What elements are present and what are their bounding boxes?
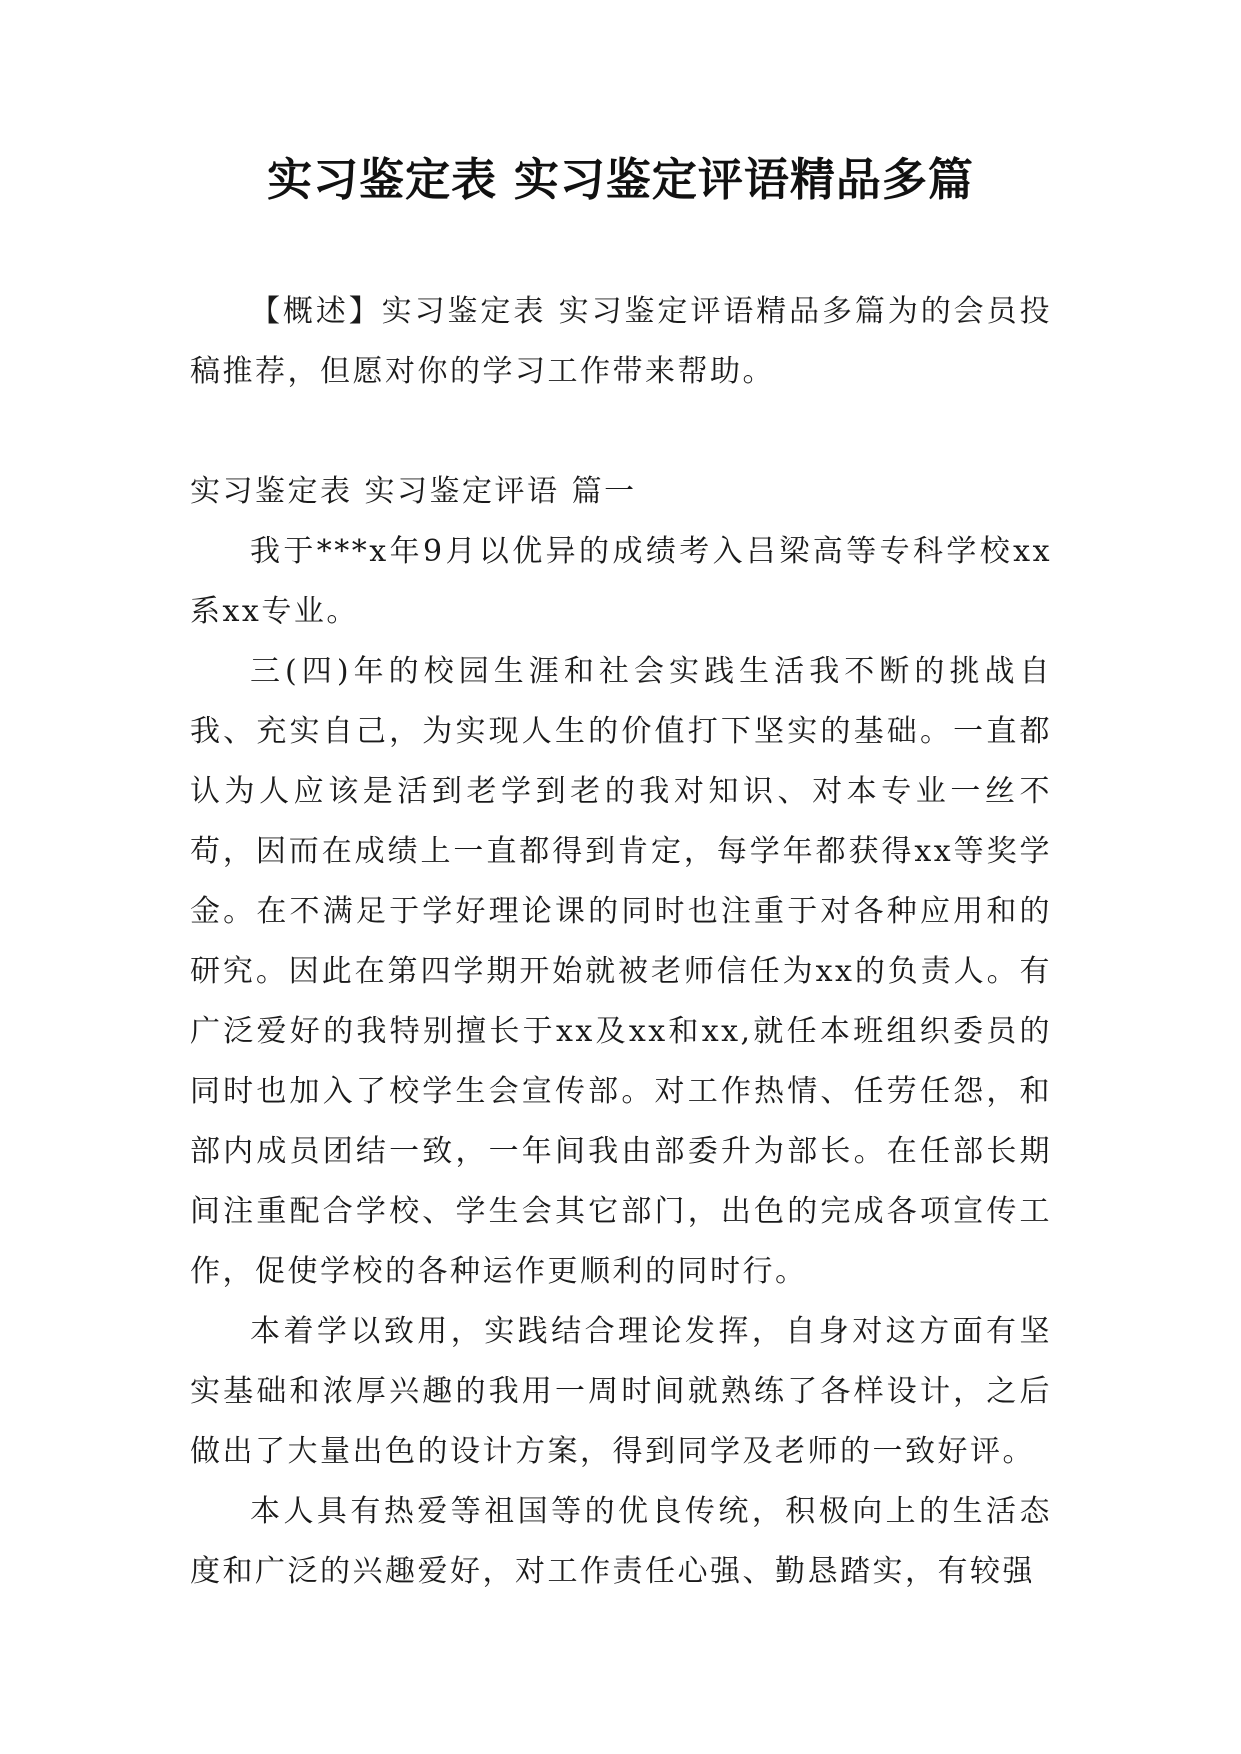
document-body (190, 282, 1052, 1602)
body-paragraph-4: 本人具有热爱等祖国等的优良传统，积极向上的生活态度和广泛的兴趣爱好，对工作责任心强、勤恳踏实，有较强 (190, 1494, 1052, 1589)
body-paragraph-3: 本着学以致用，实践结合理论发挥，自身对这方面有坚实基础和浓厚兴趣的我用一周时间就熟练了各样设计，之后做出了大量出色的设计方案，得到同学及老师的一致好评。 (190, 1314, 1052, 1469)
section-heading: 实习鉴定表 实习鉴定评语 篇一 (190, 474, 637, 509)
body-paragraph-1: 我于***x年9月以优异的成绩考入吕梁高等专科学校xx系xx专业。 (190, 534, 1052, 629)
document-title: 实习鉴定表 实习鉴定评语精品多篇 (267, 153, 974, 206)
summary-paragraph: 【概述】实习鉴定表 实习鉴定评语精品多篇为的会员投稿推荐，但愿对你的学习工作带来帮助。 (190, 294, 1052, 389)
body-paragraph-2: 三(四)年的校园生涯和社会实践生活我不断的挑战自我、充实自己，为实现人生的价值打下坚实的基础。一直都认为人应该是活到老学到老的我对知识、对本专业一丝不苟，因而在成绩上一直都得到肯定，每学年都获得xx等奖学金。在不满足于学好理论课的同时也注重于对各种应用和的研究。因此在第四学期开始就被老师信任为xx的负责人。有广泛爱好的我特别擅长于xx及xx和xx,就任本班组织委员的同时也加入了校学生会宣传部。对工作热情、任劳任怨，和部内成员团结一致，一年间我由部委升为部长。在任部长期间注重配合学校、学生会其它部门，出色的完成各项宣传工作，促使学校的各种运作更顺利的同时行。 (190, 654, 1052, 1289)
paragraph-spacer (190, 402, 1052, 462)
